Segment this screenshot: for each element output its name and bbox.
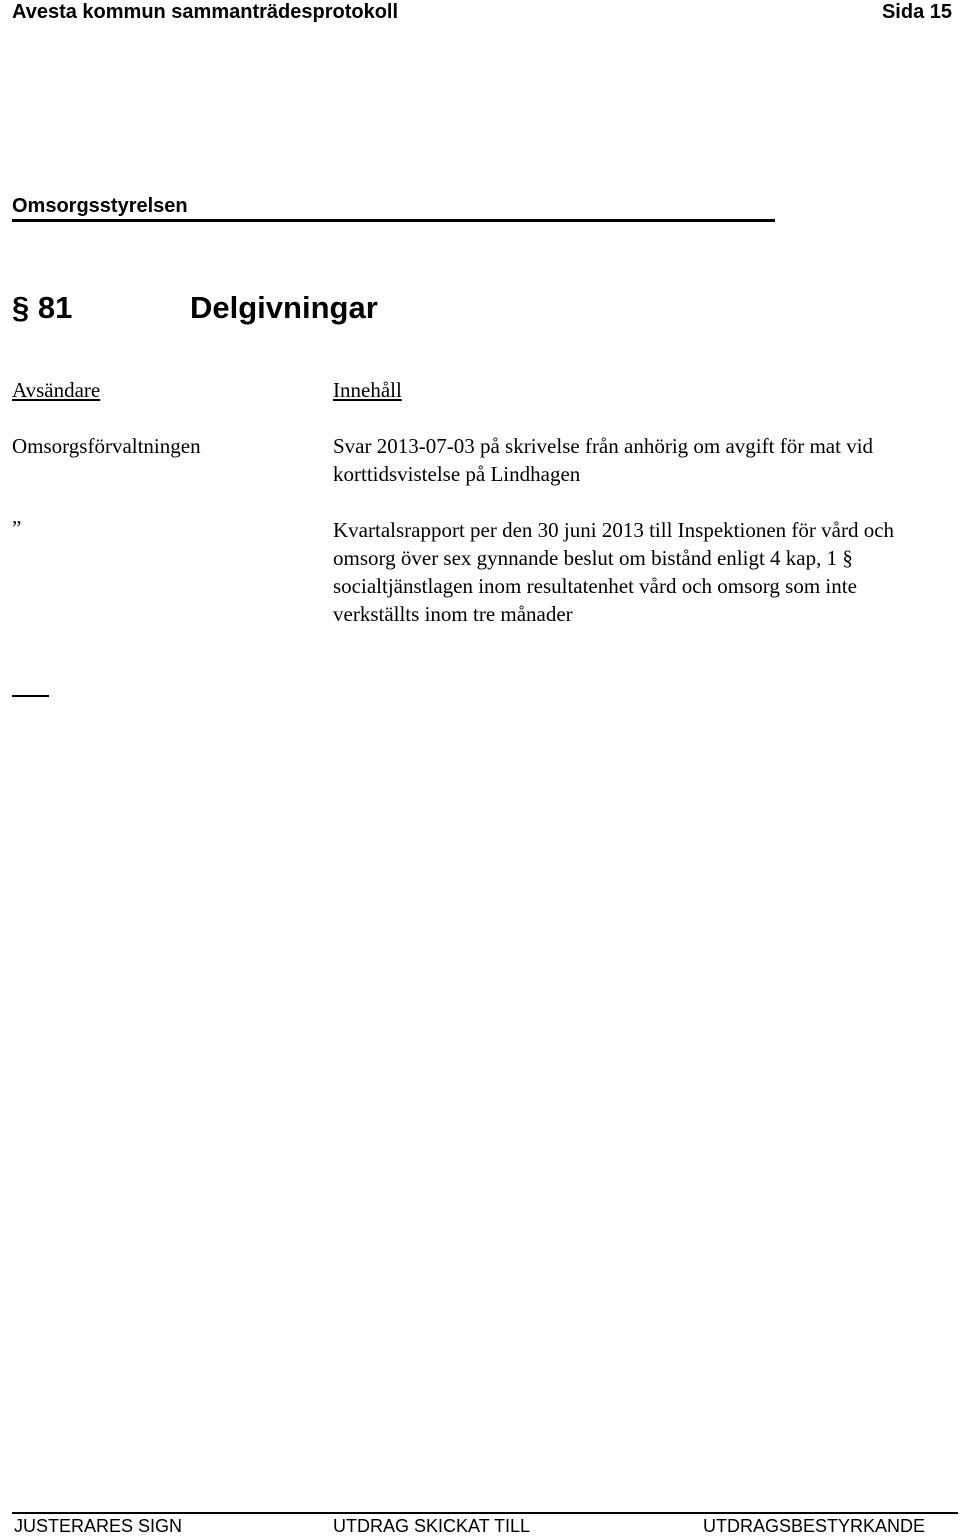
footer-sign-label: JUSTERARES SIGN [14, 1516, 183, 1536]
row-sender: Omsorgsförvaltningen [12, 434, 201, 458]
end-rule [12, 695, 49, 697]
sender-column-header: Avsändare [12, 378, 101, 402]
committee-underline [12, 219, 775, 222]
section-number: § 81 [12, 290, 73, 325]
section-heading [12, 288, 378, 328]
committee-name: Omsorgsstyrelsen [12, 195, 188, 217]
footer-sent-label: UTDRAG SKICKAT TILL [333, 1516, 531, 1536]
row-content: Kvartalsrapport per den 30 juni 2013 till Inspektionen för vård och omsorg över sex gynnande beslut om bistånd enligt 4 kap, 1 § socialtjänstlagen inom resultatenhet vård och omsorg som inte verkställts inom tre månader [333, 518, 895, 626]
footer-divider [12, 1512, 958, 1514]
footer-certified-label: UTDRAGSBESTYRKANDE [703, 1516, 926, 1536]
page-number: Sida 15 [881, 1, 952, 23]
row-content: Svar 2013-07-03 på skrivelse från anhörig om avgift för mat vid korttidsvistelse på Lindhagen [333, 434, 874, 486]
document-title: Avesta kommun sammanträdesprotokoll [12, 1, 399, 23]
row-sender-ditto: ” [12, 516, 22, 540]
content-column-header: Innehåll [333, 378, 402, 402]
section-title: Delgivningar [190, 290, 378, 325]
